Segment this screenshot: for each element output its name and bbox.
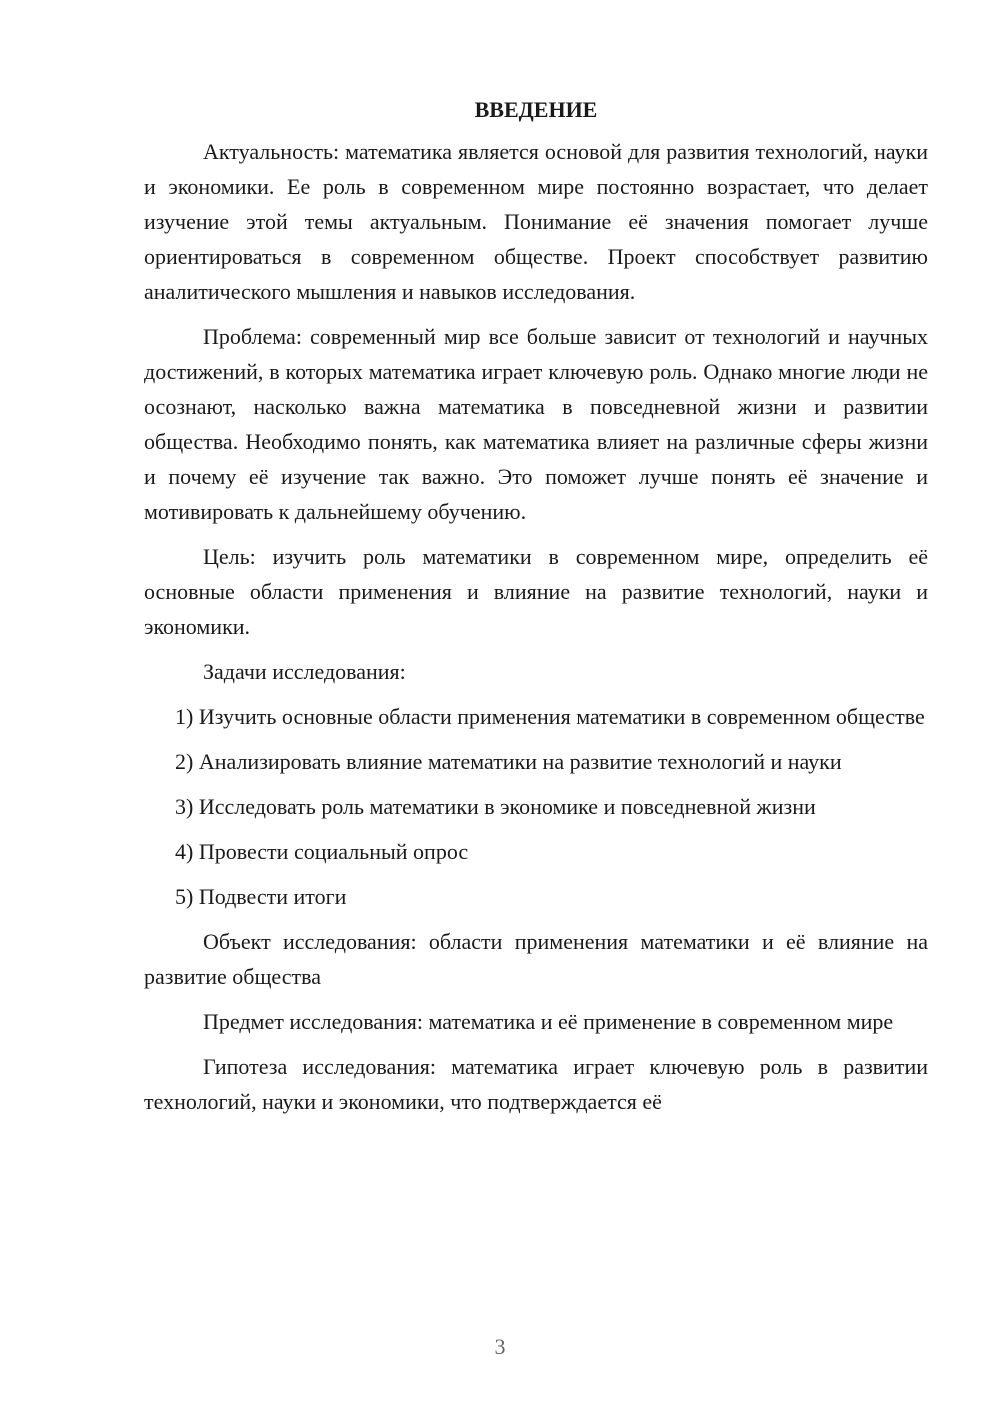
page-number: 3 [494, 1334, 506, 1359]
page-title: ВВЕДЕНИЕ [474, 97, 598, 122]
task-item-4: 4) Провести социальный опрос [175, 839, 469, 864]
task-item-2: 2) Анализировать влияние математики на развитие технологий и науки [175, 749, 842, 774]
paragraph-object: Объект исследования: области применения математики и её влияние на развитие общества [144, 929, 928, 989]
paragraph-hypothesis: Гипотеза исследования: математика играет ключевую роль в развитии технологий, науки и экономики, что подтверждается её [144, 1054, 928, 1114]
document-page [144, 96, 928, 1129]
paragraph-goal: Цель: изучить роль математики в современном мире, определить её основные области применения и влияние на развитие технологий, науки и экономики. [144, 544, 928, 639]
paragraph-problem: Проблема: современный мир все больше зависит от технологий и научных достижений, в которых математика играет ключевую роль. Однако многие люди не осознают, насколько важна математика в повседневной жизни и развитии общества. Необходимо понять, как математика влияет на различные сферы жизни и почему её изучение так важно. Это поможет лучше понять её значение и мотивировать к дальнейшему обучению. [144, 324, 928, 524]
paragraph-tasks-heading: Задачи исследования: [203, 659, 406, 684]
task-item-3: 3) Исследовать роль математики в экономике и повседневной жизни [175, 794, 816, 819]
paragraph-subject: Предмет исследования: математика и её применение в современном мире [203, 1009, 894, 1034]
paragraph-relevance: Актуальность: математика является основой для развития технологий, науки и экономики. Ее роль в современном мире постоянно возрастает, что делает изучение этой темы актуальным. Понимание её значения помогает лучше ориентироваться в современном обществе. Проект способствует развитию аналитического мышления и навыков исследования. [144, 139, 928, 304]
task-item-1: 1) Изучить основные области применения математики в современном обществе [175, 704, 925, 729]
task-item-5: 5) Подвести итоги [175, 884, 347, 909]
